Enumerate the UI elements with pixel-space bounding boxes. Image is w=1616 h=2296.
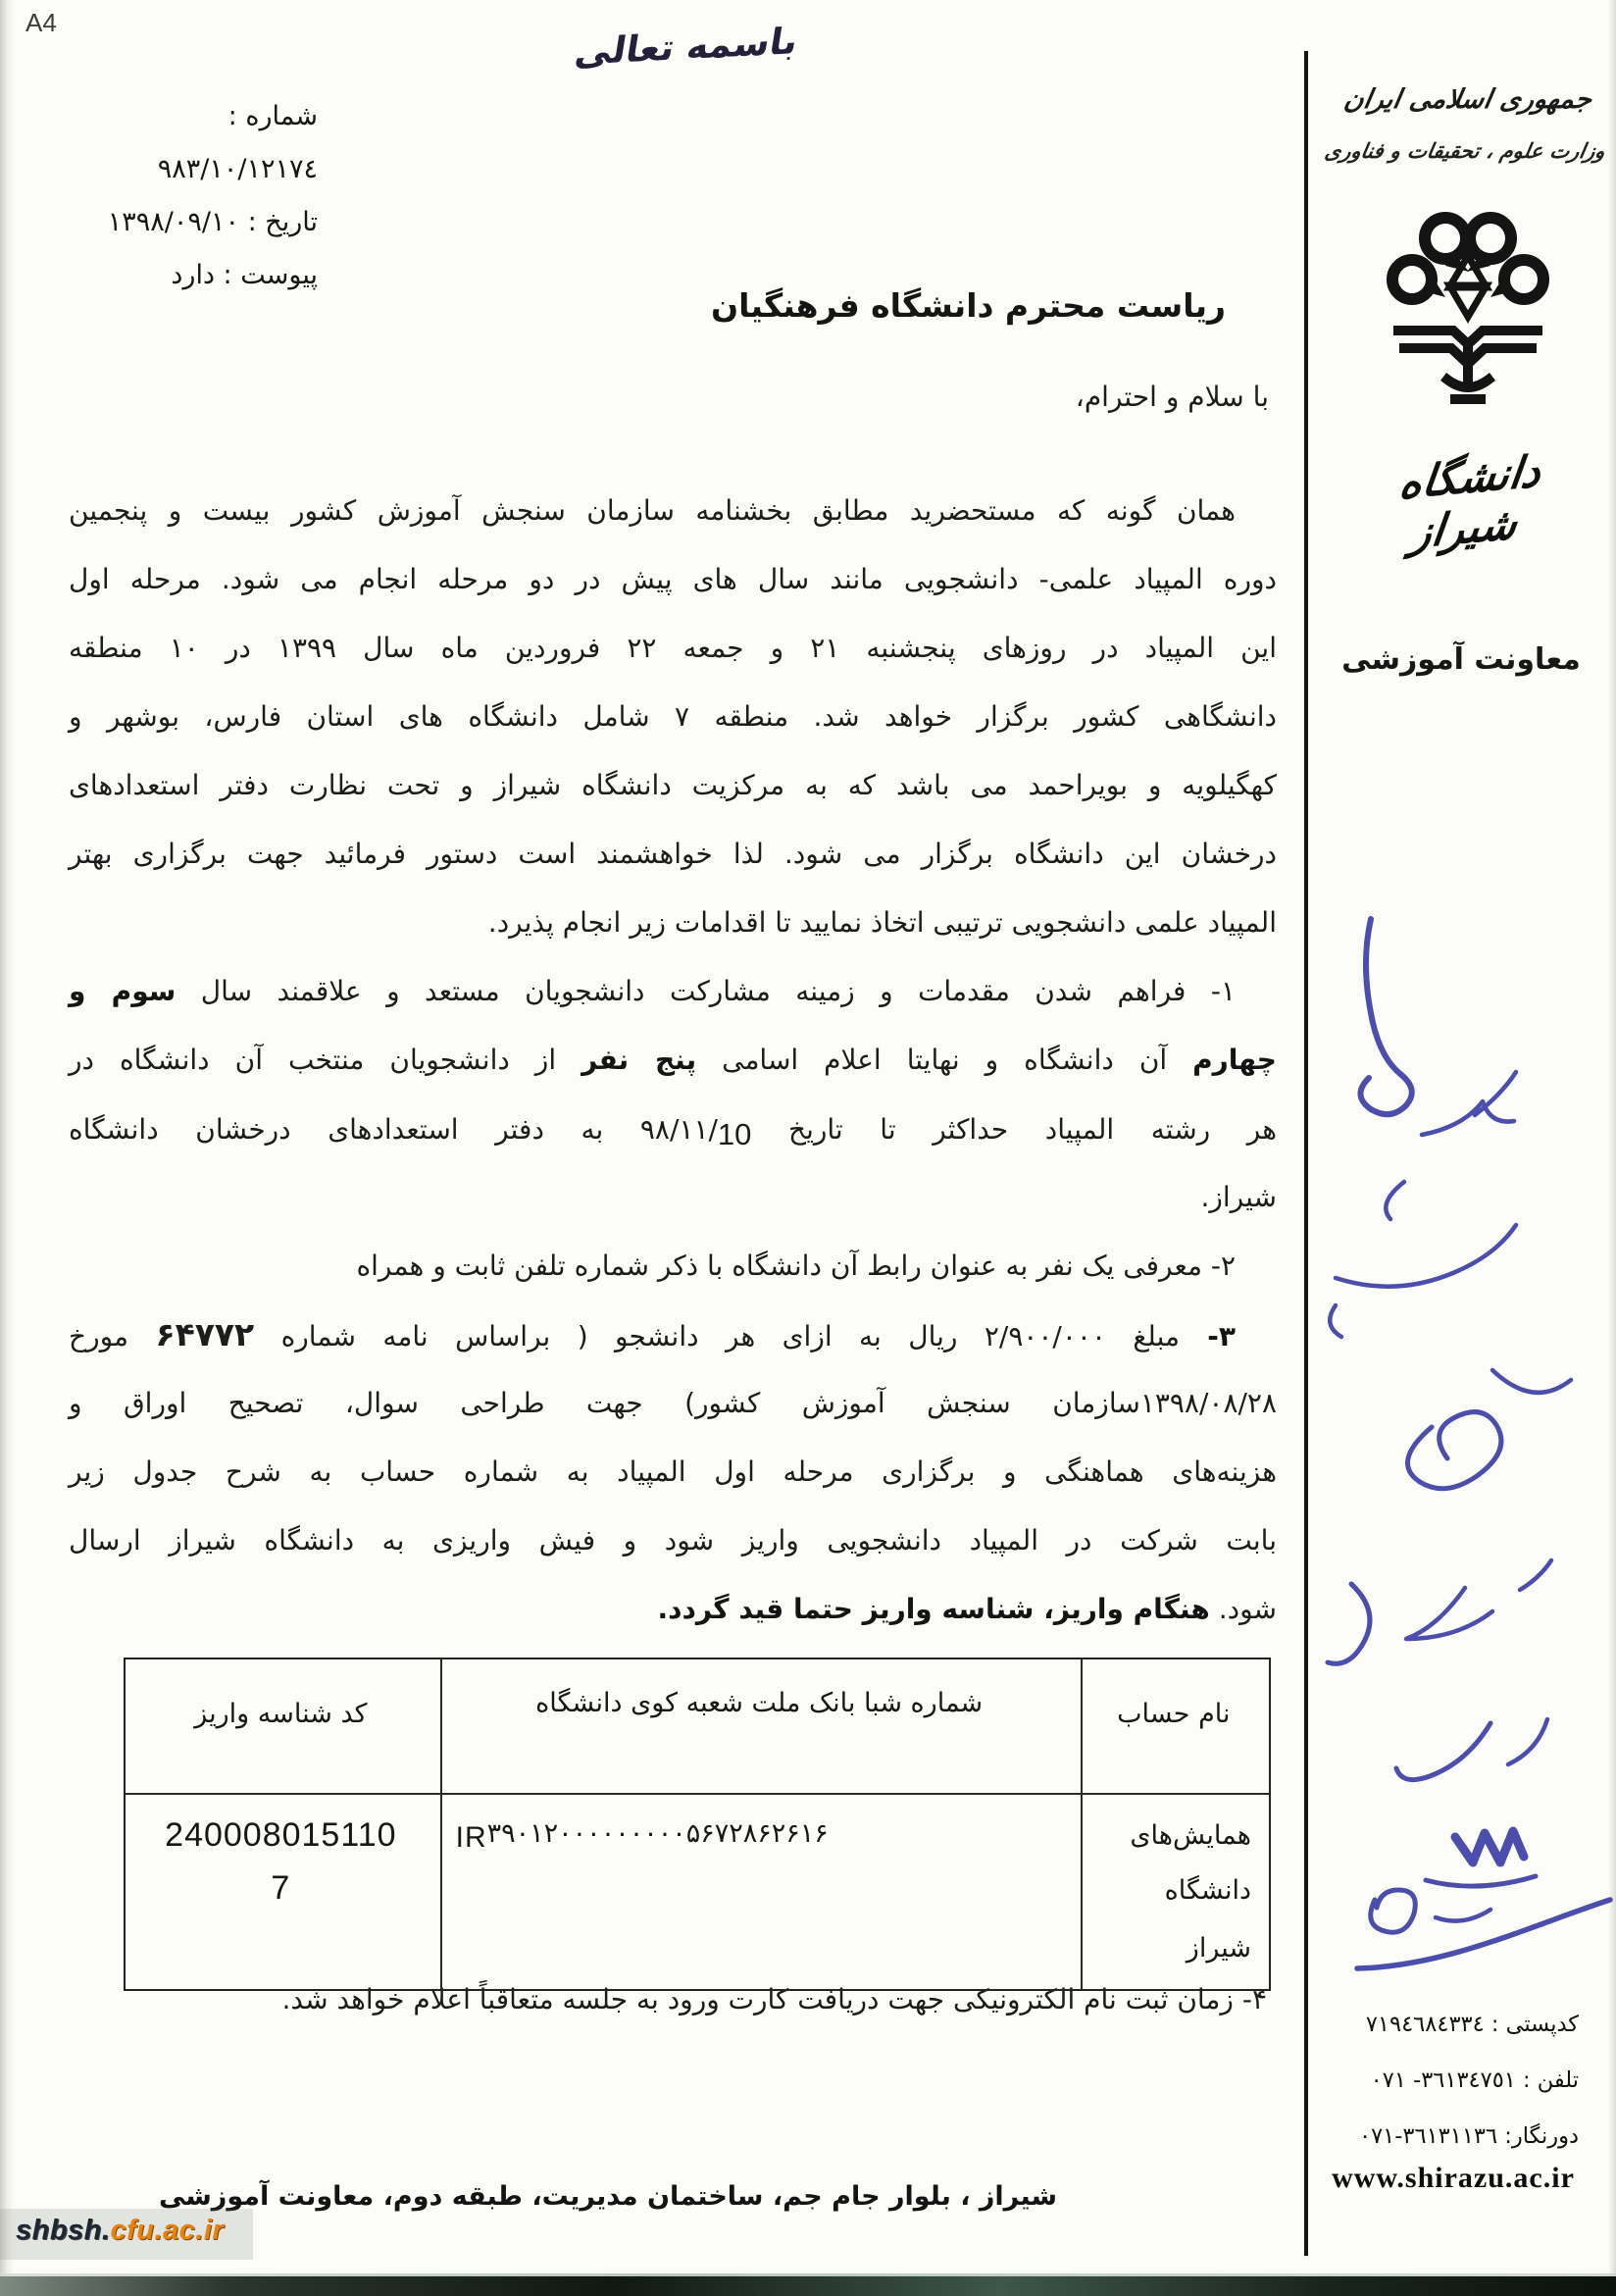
bismillah-calligraphy: باسمه تعالی: [572, 20, 801, 74]
paragraph-line: دوره المپیاد علمی- دانشجویی مانند سال های پیش در دو مرحله انجام می شود. مرحله اول: [69, 563, 1277, 595]
letter-number: ۶۴۷۷۲: [155, 1315, 255, 1353]
table-cell-account-name: همایش‌های دانشگاه شیراز: [1081, 1795, 1269, 1989]
list-item-1-line: ۱- فراهم شدن مقدمات و زمینه مشارکت دانشجویان مستعد و علاقمند سال سوم و: [69, 975, 1236, 1007]
table-header-deposit-code: کد شناسه واریز: [126, 1659, 440, 1795]
paragraph-line: همان گونه که مستحضرید مطابق بخشنامه سازمان سنجش آموزش کشور بیست و پنجمین: [69, 494, 1236, 527]
scan-left-edge: [0, 0, 14, 2296]
list-item-1-line: شیراز.: [1200, 1181, 1277, 1213]
handwritten-annotation: [1310, 858, 1616, 2015]
recipient-title: ریاست محترم دانشگاه فرهنگیان: [710, 286, 1226, 325]
paragraph-line: المپیاد علمی دانشجویی ترتیبی اتخاذ نمایید تا اقدامات زیر انجام پذیرد.: [487, 906, 1277, 939]
list-item-3-line: ۳- مبلغ ۲/۹۰۰/۰۰۰ ریال به ازای هر دانشجو ( براساس نامه شماره ۶۴۷۷۲ مورخ: [69, 1315, 1236, 1353]
ref-attachment: پیوست : دارد: [171, 260, 318, 290]
list-item-1-line: هر رشته المپیاد حداکثر تا تاریخ ۹۸/۱۱/10 به دفتر استعدادهای درخشان دانشگاه: [69, 1113, 1278, 1151]
salutation: با سلام و احترام،: [1075, 381, 1269, 413]
letter-paragraphs: [69, 477, 1277, 1644]
fax-number: دورنگار: ٣٦١٣١١٣٦-٠٧١: [1359, 2123, 1579, 2149]
table-cell-deposit-code: 240008015110 7: [165, 1816, 397, 1907]
ref-number-label: شماره :: [227, 101, 318, 131]
paper-size-label: A4: [25, 8, 57, 37]
ministry-name: وزارت علوم ، تحقیقات و فناوری: [1323, 139, 1607, 163]
scan-bottom-shadow: [0, 2276, 1616, 2296]
list-item-4: ۴- زمان ثبت نام الکترونیکی جهت دریافت کارت ورود به جلسه متعاقباً اعلام خواهد شد.: [281, 1983, 1267, 2015]
watermark-text: shbsh.cfu.ac.ir: [16, 2215, 225, 2246]
footer-address: شیراز ، بلوار جام جم، ساختمان مدیریت، طبقه دوم، معاونت آموزشی: [158, 2181, 1058, 2212]
list-item-3-line: ۱۳۹۸/۰۸/۲۸سازمان سنجش آموزش کشور) جهت طراحی سوال، تصحیح اوراق و: [69, 1387, 1277, 1419]
list-item-3-line: شود. هنگام واریز، شناسه واریز حتما قید گردد.: [657, 1593, 1277, 1625]
ref-date: تاریخ : ١٣٩٨/٠٩/١٠: [107, 207, 318, 237]
vertical-divider: [1304, 51, 1308, 2256]
table-header-account-name: نام حساب: [1081, 1659, 1269, 1795]
paragraph-line: این المپیاد در روزهای پنجشنبه ۲۱ و جمعه ۲۲ فروردین ماه سال ۱۳۹۹ در ۱۰ منطقه: [69, 632, 1277, 664]
list-item-1-line: چهارم آن دانشگاه و نهایتا اعلام اسامی پنج نفر از دانشجویان منتخب آن دانشگاه در: [69, 1044, 1277, 1076]
ref-number-value: ٩٨٣/١٠/١٢١٧٤: [157, 154, 318, 184]
table-cell-iban: IR۳۹۰۱۲۰۰۰۰۰۰۰۰۰۵۶۷۲۸۶۲۶۱۶: [440, 1795, 1081, 1989]
reference-block: [47, 90, 318, 302]
university-name-calligraphy: دانشگاه شیراز: [1396, 445, 1544, 559]
bank-account-table: [124, 1658, 1271, 1991]
website-url: www.shirazu.ac.ir: [1332, 2162, 1575, 2194]
shiraz-university-logo-icon: [1385, 201, 1551, 461]
phone-number: تلفن : ٣٦١٣٤٧٥١- ٠٧١: [1370, 2067, 1579, 2093]
paragraph-line: کهگیلویه و بویراحمد می باشد که به مرکزیت دانشگاه شیراز و تحت نظارت دفتر استعدادهای: [69, 769, 1277, 801]
list-item-3-line: بابت شرکت در المپیاد دانشجویی واریز شود و فیش واریزی به دانشگاه شیراز ارسال: [69, 1524, 1277, 1556]
paragraph-line: دانشگاهی کشور برگزار خواهد شد. منطقه ۷ شامل دانشگاه های استان فارس، بوشهر و: [69, 700, 1277, 733]
deadline-date: ۹۸/۱۱/10: [639, 1113, 752, 1151]
table-header-sheba: شماره شبا بانک ملت شعبه کوی دانشگاه: [440, 1659, 1081, 1795]
country-name: جمهوری اسلامی ایران: [1341, 84, 1594, 115]
list-item-2: ۲- معرفی یک نفر به عنوان رابط آن دانشگاه با ذکر شماره تلفن ثابت و همراه: [356, 1250, 1236, 1282]
list-item-3-line: هزینه‌های هماهنگی و برگزاری مرحله اول المپیاد به شماره حساب به شرح جدول زیر: [69, 1455, 1277, 1488]
contact-block: [1316, 1997, 1579, 2165]
postal-code: کدپستی : ٧١٩٤٦٨٤٣٣٤: [1365, 2012, 1579, 2037]
department-name: معاونت آموزشی: [1341, 642, 1581, 677]
paragraph-line: درخشان این دانشگاه برگزار می شود. لذا خواهشمند است دستور فرمائید جهت برگزاری بهتر: [69, 838, 1277, 870]
